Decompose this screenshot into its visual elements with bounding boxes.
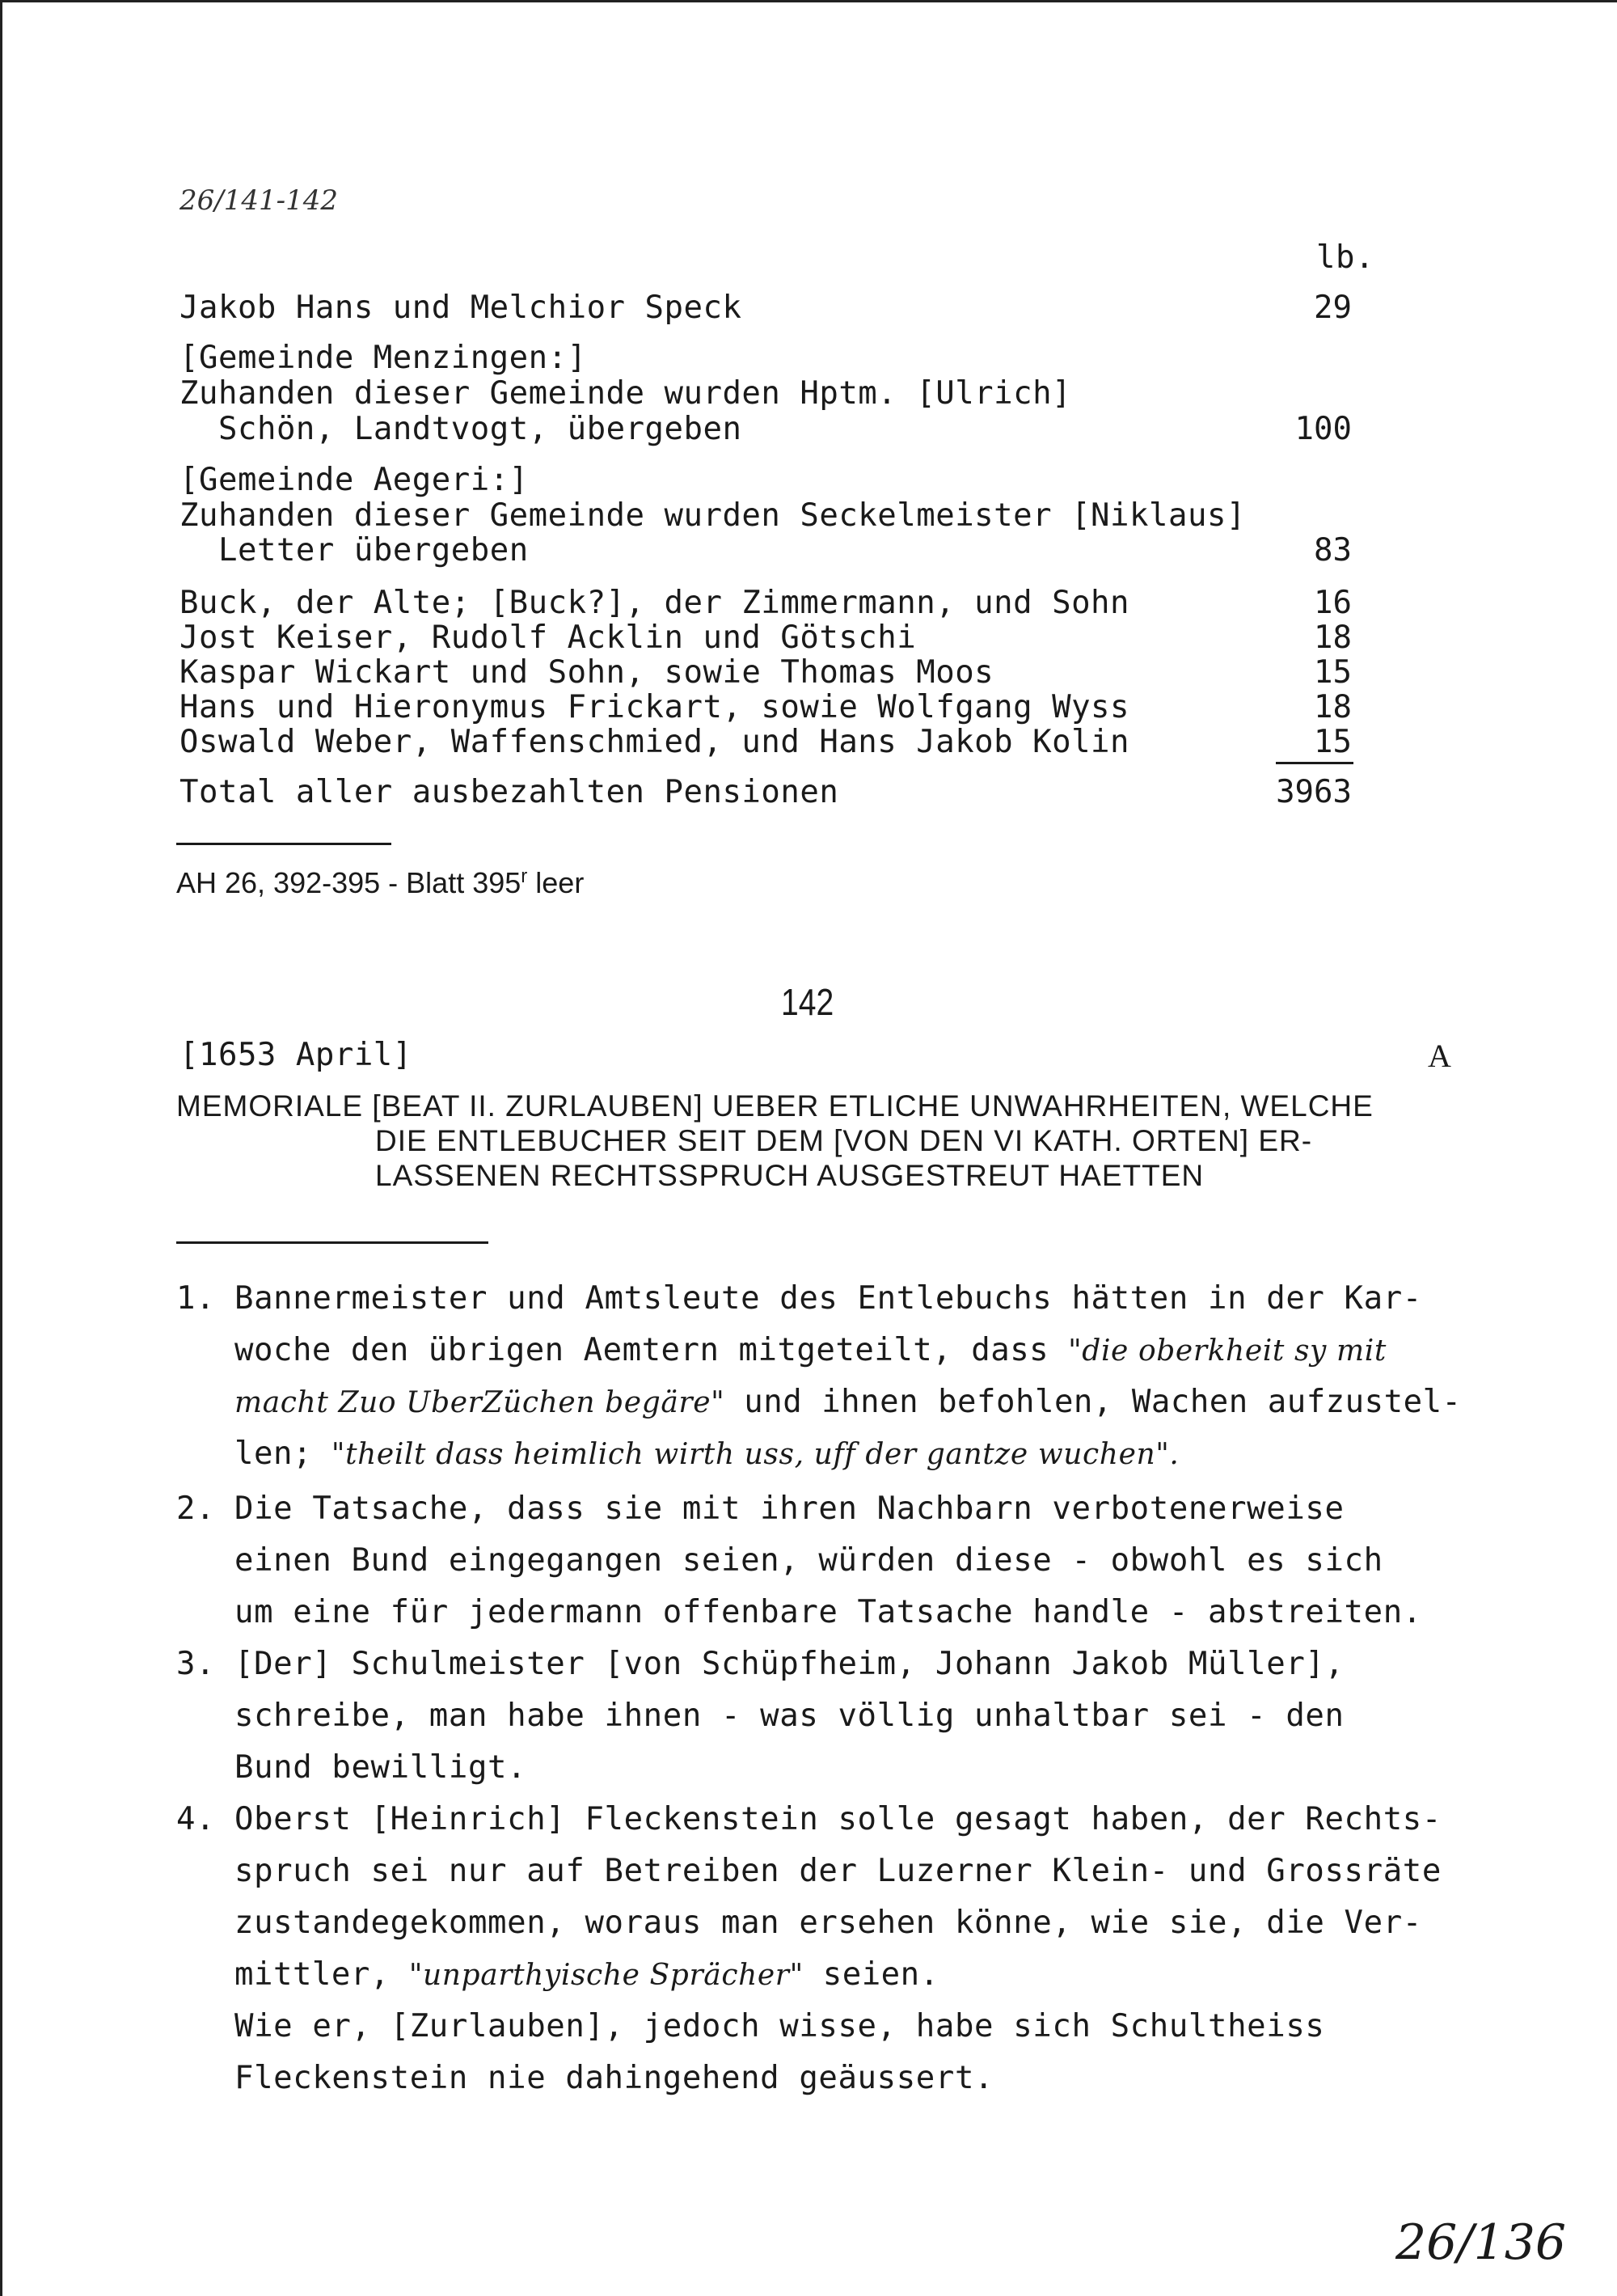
document-letter: A — [1428, 1038, 1451, 1074]
entry-text: Schön, Landtvogt, übergeben — [218, 411, 742, 447]
point-line — [234, 1384, 1462, 1420]
entry-amount: 18 — [1314, 619, 1352, 656]
point-line: Die Tatsache, dass sie mit ihren Nachbarn verbotenerweise — [234, 1490, 1345, 1527]
entry-amount: 15 — [1314, 654, 1352, 691]
title-rule — [176, 1241, 488, 1244]
quoted-text: "theilt dass heimlich wirth uss, uff der gantze wuchen". — [331, 1438, 1180, 1471]
point-number: 3. — [176, 1646, 216, 1682]
point-line: schreibe, man habe ihnen - was völlig unhaltbar sei - den — [234, 1698, 1345, 1734]
separator-rule — [176, 843, 391, 845]
total-label: Total aller ausbezahlten Pensionen — [179, 774, 839, 810]
point-text: und ihnen befohlen, Wachen aufzustel- — [724, 1384, 1462, 1420]
point-line: zustandegekommen, woraus man ersehen könne, wie sie, die Ver- — [234, 1905, 1422, 1941]
entry-amount: 100 — [1294, 411, 1352, 447]
page-border-left — [0, 0, 2, 2296]
handwritten-page-number: 26/136 — [1395, 2214, 1567, 2271]
point-number: 4. — [176, 1801, 216, 1837]
point-line: Bannermeister und Amtsleute des Entlebuchs hätten in der Kar- — [234, 1280, 1422, 1317]
document-title-line: MEMORIALE [BEAT II. ZURLAUBEN] UEBER ETLICHE UNWAHRHEITEN, WELCHE — [176, 1089, 1374, 1123]
sum-underline — [1276, 762, 1353, 764]
document-title-line: DIE ENTLEBUCHER SEIT DEM [VON DEN VI KATH. ORTEN] ER- — [375, 1124, 1313, 1157]
point-line: Bund bewilligt. — [234, 1749, 527, 1786]
unit-label: lb. — [1316, 239, 1374, 276]
entry-text: Letter übergeben — [218, 532, 529, 569]
entry-text: Zuhanden dieser Gemeinde wurden Seckelmeister [Niklaus] — [179, 497, 1246, 534]
point-number: 1. — [176, 1280, 216, 1317]
point-line: Fleckenstein nie dahingehend geäussert. — [234, 2060, 994, 2096]
total-amount: 3963 — [1276, 774, 1352, 810]
entry-amount: 15 — [1314, 724, 1352, 760]
point-line: um eine für jedermann offenbare Tatsache handle - abstreiten. — [234, 1594, 1422, 1630]
quoted-text: macht Zuo UberZüchen begäre" — [234, 1386, 725, 1419]
entry-text: Hans und Hieronymus Frickart, sowie Wolfgang Wyss — [179, 689, 1130, 725]
entry-text: Buck, der Alte; [Buck?], der Zimmermann, und Sohn — [179, 585, 1130, 621]
entry-text: Jakob Hans und Melchior Speck — [179, 290, 742, 326]
document-title-line: LASSENEN RECHTSSPRUCH AUSGESTREUT HAETTEN — [375, 1159, 1205, 1192]
entry-text: Zuhanden dieser Gemeinde wurden Hptm. [Ulrich] — [179, 375, 1072, 412]
entry-text: [Gemeinde Menzingen:] — [179, 340, 587, 376]
point-line: einen Bund eingegangen seien, würden diese - obwohl es sich — [234, 1542, 1383, 1579]
entry-amount: 29 — [1314, 290, 1352, 326]
source-note-superscript: r — [521, 865, 528, 887]
entry-text: Oswald Weber, Waffenschmied, und Hans Jakob Kolin — [179, 724, 1130, 760]
point-text: seien. — [803, 1956, 939, 1993]
document-date: [1653 April] — [179, 1037, 412, 1073]
point-line — [234, 1436, 1179, 1472]
point-line: [Der] Schulmeister [von Schüpfheim, Johann Jakob Müller], — [234, 1646, 1345, 1682]
source-note-text: AH 26, 392-395 - Blatt 395 — [176, 866, 521, 899]
point-number: 2. — [176, 1490, 216, 1527]
point-line — [234, 1332, 1387, 1368]
quoted-text: "die oberkheit sy mit — [1068, 1334, 1387, 1368]
point-line: spruch sei nur auf Betreiben der Luzerner Klein- und Grossräte — [234, 1853, 1442, 1889]
page-border-top — [0, 0, 1617, 2]
source-note — [176, 865, 584, 900]
point-line: Wie er, [Zurlauben], jedoch wisse, habe sich Schultheiss — [234, 2008, 1325, 2044]
point-text: mittler, — [234, 1956, 409, 1993]
source-note-suffix: leer — [527, 866, 585, 899]
entry-text: [Gemeinde Aegeri:] — [179, 462, 529, 498]
point-text: len; — [234, 1436, 331, 1472]
point-line: Oberst [Heinrich] Fleckenstein solle gesagt haben, der Rechts- — [234, 1801, 1442, 1837]
entry-text: Jost Keiser, Rudolf Acklin und Götschi — [179, 619, 917, 656]
entry-amount: 18 — [1314, 689, 1352, 725]
point-line — [234, 1956, 939, 1993]
entry-text: Kaspar Wickart und Sohn, sowie Thomas Moos — [179, 654, 994, 691]
page-reference: 26/141-142 — [179, 184, 338, 217]
entry-amount: 83 — [1314, 532, 1352, 569]
document-number: 142 — [781, 981, 834, 1023]
point-text: woche den übrigen Aemtern mitgeteilt, dass — [234, 1332, 1069, 1368]
entry-amount: 16 — [1314, 585, 1352, 621]
quoted-text: "unparthyische Sprächer" — [408, 1959, 804, 1992]
